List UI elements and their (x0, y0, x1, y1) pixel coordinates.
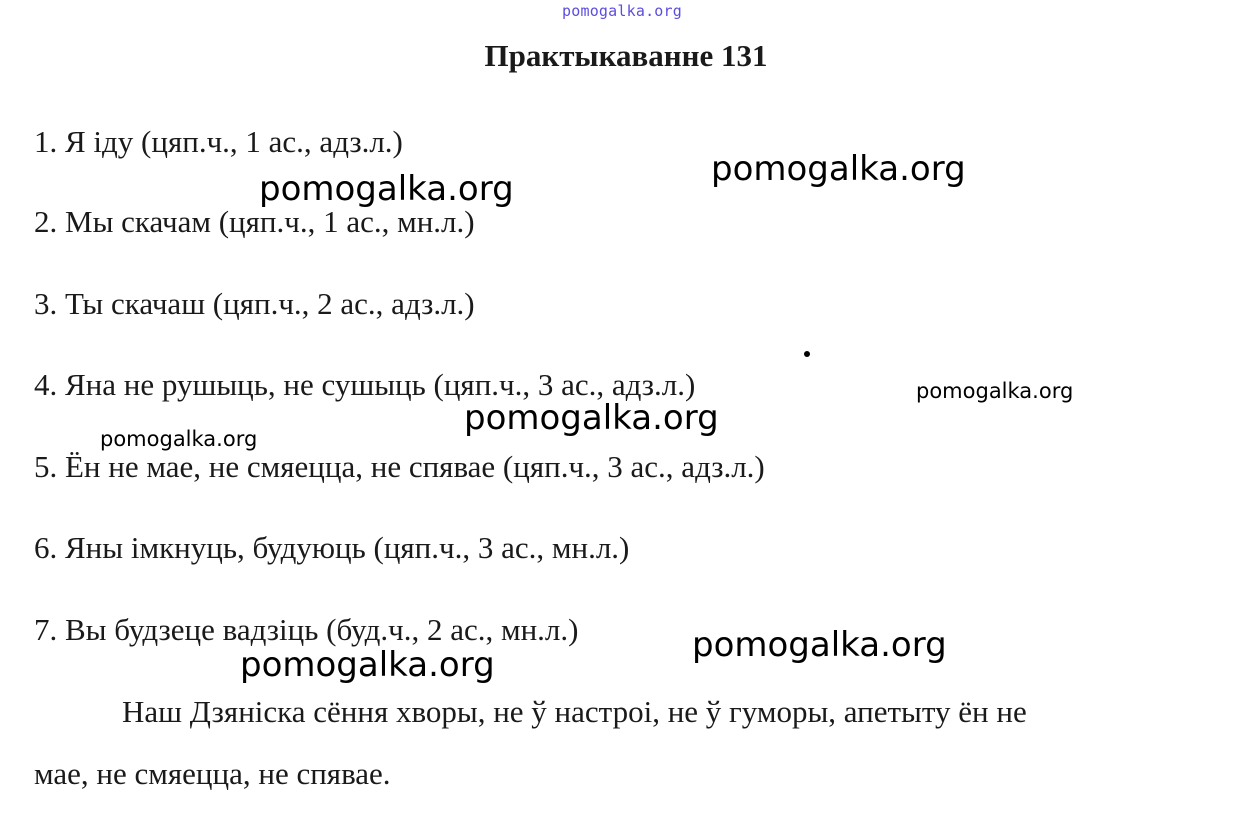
watermark: pomogalka.org (916, 379, 1074, 403)
watermark: pomogalka.org (100, 427, 258, 451)
watermark: pomogalka.org (240, 645, 495, 685)
page-title: Практыкаванне 131 (484, 38, 768, 73)
exercise-line-1: 1. Я іду (цяп.ч., 1 ас., адз.л.) (34, 124, 403, 159)
top-watermark: pomogalka.org (562, 2, 682, 20)
exercise-line-4: 4. Яна не рушыць, не сушыць (цяп.ч., 3 ас., адз.л.) (34, 367, 696, 402)
watermark: pomogalka.org (692, 625, 947, 665)
exercise-line-6: 6. Яны імкнуць, будуюць (цяп.ч., 3 ас., мн.л.) (34, 530, 630, 565)
exercise-line-7: 7. Вы будзеце вадзіць (буд.ч., 2 ас., мн.л.) (34, 612, 579, 647)
stray-dot (804, 351, 810, 357)
watermark: pomogalka.org (464, 398, 719, 438)
watermark: pomogalka.org (259, 169, 514, 209)
watermark: pomogalka.org (711, 149, 966, 189)
paragraph-line-1: Наш Дзяніска сёння хворы, не ў настроі, не ў гуморы, апетыту ён не (122, 694, 1027, 729)
exercise-line-3: 3. Ты скачаш (цяп.ч., 2 ас., адз.л.) (34, 286, 475, 321)
exercise-line-5: 5. Ён не мае, не смяецца, не спявае (цяп.ч., 3 ас., адз.л.) (34, 449, 765, 484)
exercise-line-2: 2. Мы скачам (цяп.ч., 1 ас., мн.л.) (34, 204, 475, 239)
paragraph-line-2: мае, не смяецца, не спявае. (34, 756, 391, 791)
